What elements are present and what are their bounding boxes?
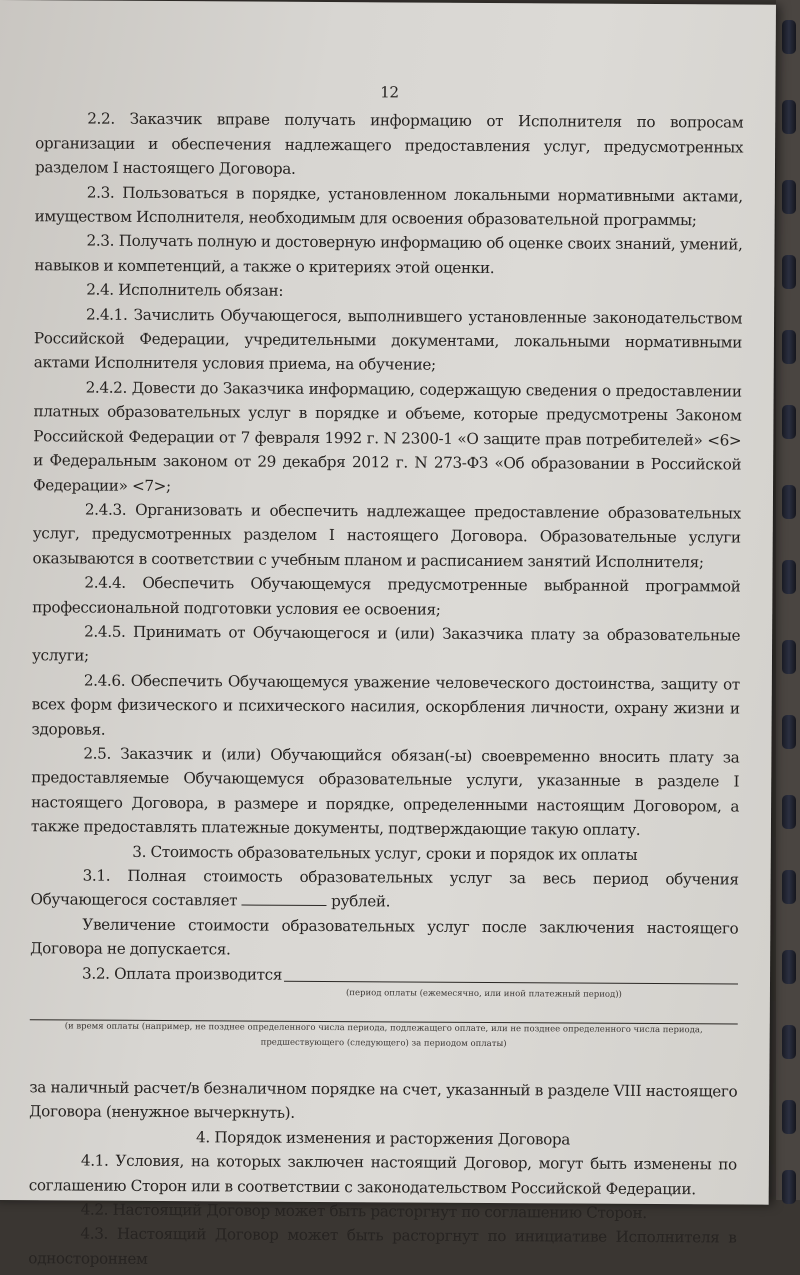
binding-coil-icon xyxy=(782,20,796,54)
clause-4-1: 4.1. Условия, на которых заключен настоящий Договор, могут быть изменены по соглашению Сторон или в соответствии с законодательством Российской Федерации. xyxy=(28,1151,737,1198)
clause-2-4-4: 2.4.4. Обеспечить Обучающемуся предусмотренные выбранной программой профессиональной подготовки условия ее освоения; xyxy=(32,573,741,619)
clause-4-3: 4.3. Настоящий Договор может быть расторгнут по инициативе Исполнителя в одностороннем xyxy=(28,1224,737,1268)
binding-coil-icon xyxy=(782,560,796,594)
clause-3-1 xyxy=(30,863,738,916)
binding-coil-icon xyxy=(782,405,796,439)
document-page xyxy=(28,78,743,1275)
clause-2-4-6: 2.4.6. Обеспечить Обучающемуся уважение человеческого достоинства, защиту от всех форм физического и психического насилия, оскорбления личности, охрану жизни и здоровья. xyxy=(31,671,740,739)
clause-2-3b: 2.3. Получать полную и достоверную информацию об оценке своих знаний, умений, навыков и компетенций, а также о критериях этой оценки. xyxy=(34,231,743,277)
payment-period-blank-field[interactable] xyxy=(284,981,738,985)
section-4-title: 4. Порядок изменения и расторжения Договора xyxy=(196,1128,571,1149)
binding-coil-icon xyxy=(782,330,796,364)
payment-time-hint-line1: (и время оплаты (например, не позднее определенного числа периода, подлежащего оплате, или не позднее определенного числа периода, xyxy=(64,1021,703,1036)
binding-coil-icon xyxy=(782,180,796,214)
binding-spine xyxy=(776,0,800,1200)
clause-payment-method: за наличный расчет/в безналичном порядке на счет, указанный в разделе VIII настоящего Договора (ненужное вычеркнуть). xyxy=(29,1078,738,1123)
binding-coil-icon xyxy=(782,640,796,674)
clause-2-4-1: 2.4.1. Зачислить Обучающегося, выполнившего установленные законодательством Российской Федерации, учредительными документами, локальными нормативными актами Исполнителя условия приема, на обучение; xyxy=(33,305,743,375)
binding-coil-icon xyxy=(782,1025,796,1059)
payment-time-hint-line2: предшествующего (следующего) за периодом оплаты) xyxy=(260,1037,507,1050)
clause-2-5: 2.5. Заказчик и (или) Обучающийся обязан(-ы) своевременно вносить плату за предоставляемые Обучающемуся образовательные услуги, указанные в разделе I настоящего Договора, в размере и порядке, определенными настоящим Договором, а также предоставлять платежные документы, подтверждающие такую оплату. xyxy=(30,744,740,840)
section-3-title: 3. Стоимость образовательных услуг, сроки и порядок их оплаты xyxy=(132,842,638,864)
binding-coil-icon xyxy=(782,715,796,749)
clause-3-2-label: 3.2. Оплата производится xyxy=(82,964,283,984)
binding-coil-icon xyxy=(782,795,796,829)
binding-coil-icon xyxy=(782,870,796,904)
binding-coil-icon xyxy=(782,1170,796,1204)
clause-2-3a: 2.3. Пользоваться в порядке, установленном локальными нормативными актами, имуществом Исполнителя, необходимым для освоения образовательной программы; xyxy=(34,183,743,230)
clause-2-4-3: 2.4.3. Организовать и обеспечить надлежащее предоставление образовательных услуг, предусмотренных разделом I настоящего Договора. Образовательные услуги оказываются в соответствии с учебным планом и расписанием занятий Исполнителя; xyxy=(32,500,741,572)
clause-2-4: 2.4. Исполнитель обязан: xyxy=(86,280,284,300)
clause-3-1-text: 3.1. Полная стоимость образовательных услуг за весь период обучения Обучающегося составляет xyxy=(30,866,739,910)
clause-2-4-2: 2.4.2. Довести до Заказчика информацию, содержащую сведения о предоставлении платных образовательных услуг в порядке и объеме, которые предусмотрены Законом Российской Федерации от 7 февраля 1992 г. N 2300-1 «О защите прав потребителей» <6> и Федеральным законом от 29 декабря 2012 г. N 273-ФЗ «Об образовании в Российской Федерации» <7>; xyxy=(32,378,742,495)
binding-coil-icon xyxy=(782,100,796,134)
payment-period-hint: (период оплаты (ежемесячно, или иной платежный период)) xyxy=(345,988,622,1000)
binding-coil-icon xyxy=(782,1100,796,1134)
binding-coil-icon xyxy=(782,485,796,519)
price-blank-field[interactable] xyxy=(242,891,327,907)
clause-2-4-5: 2.4.5. Принимать от Обучающегося и (или) Заказчика плату за образовательные услуги; xyxy=(31,622,741,665)
clause-3-1-unit: рублей. xyxy=(331,892,391,911)
binding-coil-icon xyxy=(782,255,796,289)
clause-price-increase: Увеличение стоимости образовательных услуг после заключения настоящего Договора не допускается. xyxy=(30,915,739,959)
binding-coil-icon xyxy=(782,950,796,984)
clause-2-2: 2.2. Заказчик вправе получать информацию от Исполнителя по вопросам организации и обеспечения надлежащего предоставления услуг, предусмотренных разделом I настоящего Договора. xyxy=(34,109,744,179)
clause-3-2 xyxy=(30,961,738,990)
page-number: 12 xyxy=(380,83,399,102)
clause-4-2: 4.2. Настоящий Договор может быть расторгнут по соглашению Сторон. xyxy=(80,1200,647,1223)
